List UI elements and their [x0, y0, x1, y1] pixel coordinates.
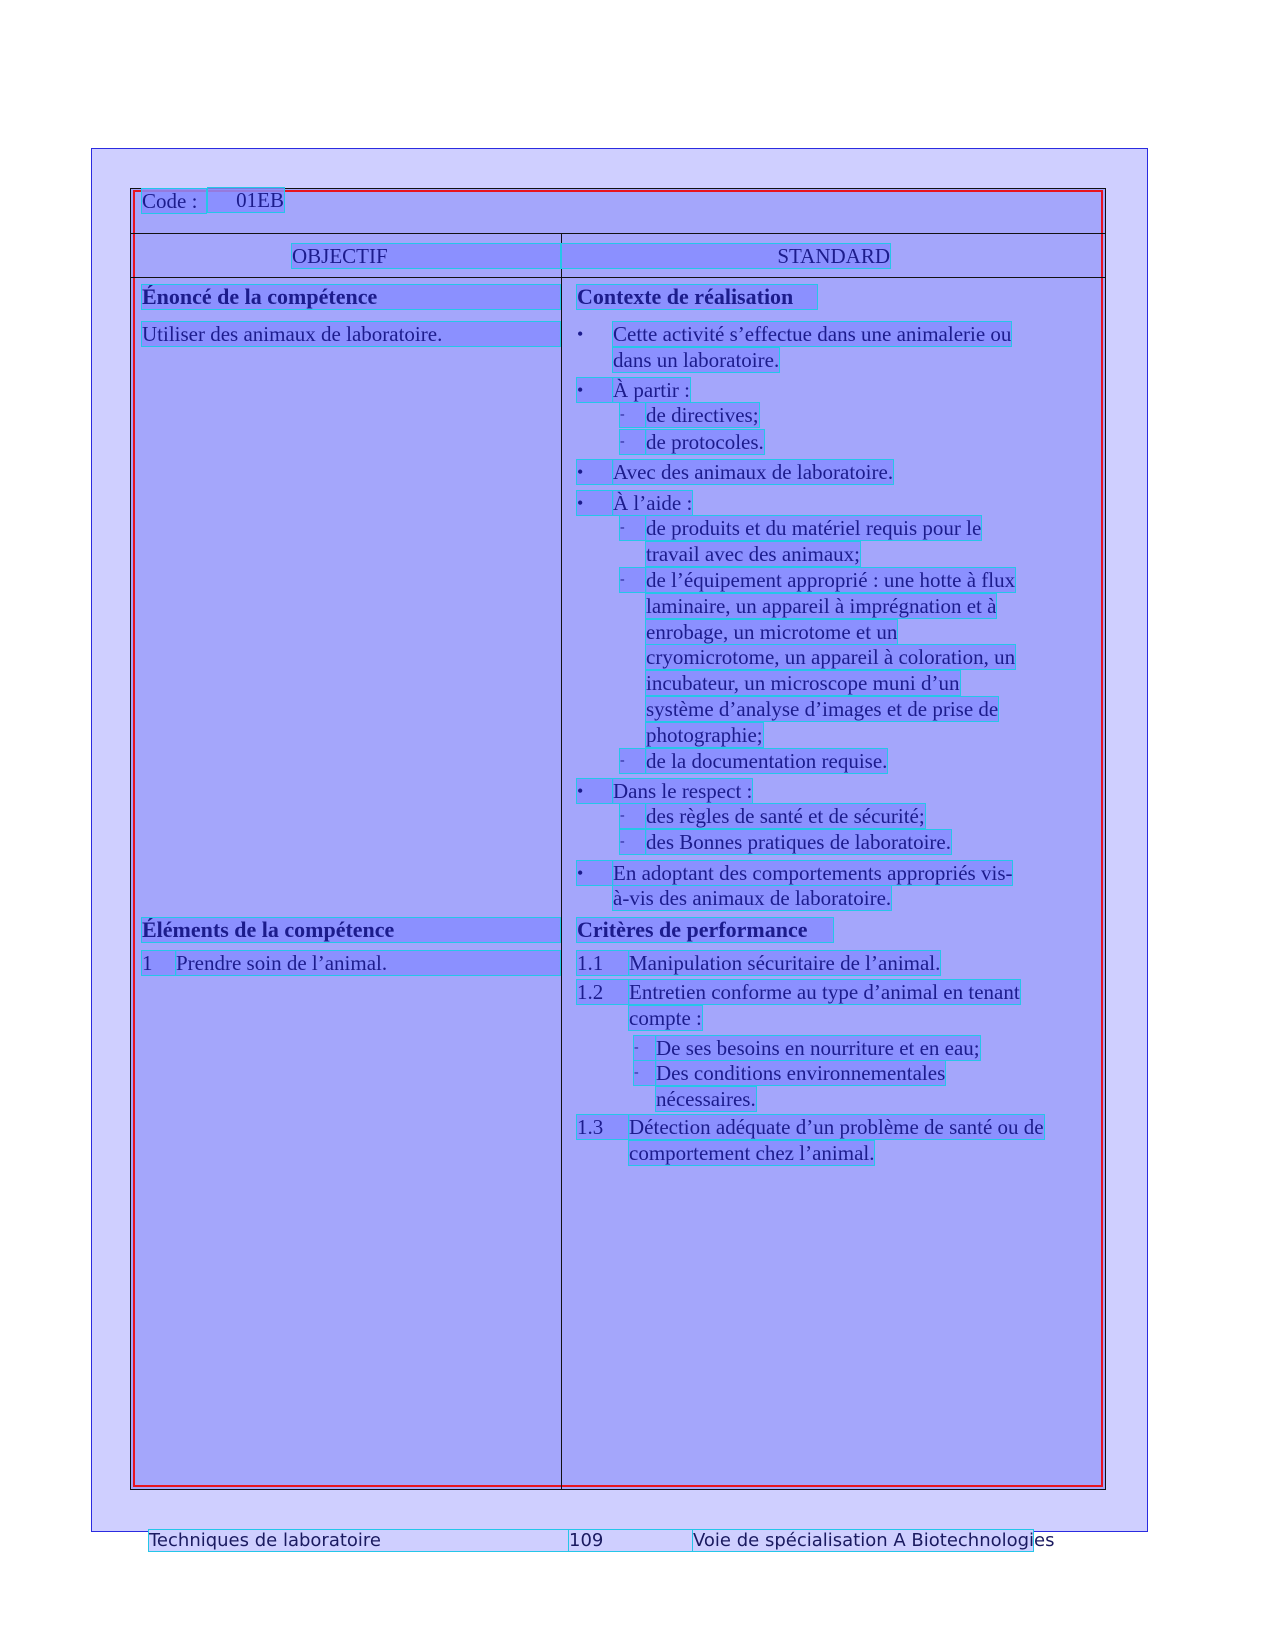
column-header-standard: STANDARD [562, 244, 890, 268]
column-divider [561, 234, 562, 1490]
critere-number: 1.1 [577, 951, 629, 975]
contexte-line: Dans le respect : [613, 779, 753, 803]
footer-page-number: 109 [569, 1530, 693, 1551]
contexte-line: enrobage, un microtome et un [646, 620, 898, 644]
criteres-heading: Critères de performance [577, 918, 833, 942]
bullet-icon: • [577, 861, 613, 885]
critere-line: nécessaires. [656, 1087, 756, 1111]
dash-icon: - [620, 830, 646, 854]
critere-number: 1.2 [577, 980, 629, 1004]
contexte-heading: Contexte de réalisation [577, 285, 817, 309]
bullet-icon: • [577, 491, 613, 515]
element-number: 1 [142, 951, 176, 975]
dash-icon: - [620, 568, 646, 592]
contexte-line: travail avec des animaux; [646, 542, 860, 566]
bullet-icon: • [577, 378, 613, 402]
contexte-line: cryomicrotome, un appareil à coloration, un [646, 645, 1016, 669]
dash-icon: - [634, 1036, 656, 1060]
critere-line: compte : [629, 1006, 702, 1030]
contexte-line: système d’analyse d’images et de prise de [646, 697, 999, 721]
critere-line: Des conditions environnementales [656, 1061, 946, 1085]
dash-icon: - [620, 403, 646, 427]
bullet-icon: • [577, 779, 613, 803]
footer-left: Techniques de laboratoire [149, 1530, 569, 1551]
contexte-line: de directives; [646, 403, 759, 427]
contexte-line: Avec des animaux de laboratoire. [613, 460, 894, 484]
bullet-icon: • [577, 324, 584, 344]
contexte-line: photographie; [646, 723, 763, 747]
bullet-icon: • [577, 460, 613, 484]
code-value: 01EB [208, 188, 284, 212]
dash-icon: - [620, 804, 646, 828]
contexte-line: de la documentation requise. [646, 749, 888, 773]
contexte-line: dans un laboratoire. [613, 348, 780, 372]
critere-line: Entretien conforme au type d’animal en tenant [629, 980, 1020, 1004]
row-divider [130, 233, 1106, 234]
critere-line: comportement chez l’animal. [629, 1141, 875, 1165]
contexte-line: de produits et du matériel requis pour le [646, 516, 982, 540]
dash-icon: - [634, 1061, 656, 1085]
element-text: Prendre soin de l’animal. [176, 951, 560, 975]
dash-icon: - [620, 430, 646, 454]
contexte-line: des Bonnes pratiques de laboratoire. [646, 830, 951, 854]
enonce-heading: Énoncé de la compétence [142, 285, 560, 309]
critere-number: 1.3 [577, 1115, 629, 1139]
contexte-line: à-vis des animaux de laboratoire. [613, 886, 892, 910]
dash-icon: - [620, 749, 646, 773]
critere-line: De ses besoins en nourriture et en eau; [656, 1036, 980, 1060]
code-label: Code : [142, 189, 206, 213]
contexte-line: de protocoles. [646, 430, 764, 454]
row-divider [130, 277, 1106, 278]
critere-line: Détection adéquate d’un problème de santé ou de [629, 1115, 1044, 1139]
contexte-line: de l’équipement approprié : une hotte à flux [646, 568, 1016, 592]
contexte-line: laminaire, un appareil à imprégnation et à [646, 594, 997, 618]
footer-right: Voie de spécialisation A Biotechnologies [693, 1530, 1055, 1551]
column-header-objectif: OBJECTIF [292, 244, 560, 268]
contexte-line: À partir : [613, 378, 690, 402]
contexte-line: incubateur, un microscope muni d’un [646, 671, 960, 695]
elements-heading: Éléments de la compétence [142, 918, 560, 942]
enonce-text: Utiliser des animaux de laboratoire. [142, 322, 560, 346]
critere-line: Manipulation sécuritaire de l’animal. [629, 951, 941, 975]
contexte-line: Cette activité s’effectue dans une animalerie ou [613, 322, 1012, 346]
contexte-line: En adoptant des comportements appropriés vis- [613, 861, 1013, 885]
contexte-line: À l’aide : [613, 491, 693, 515]
contexte-line: des règles de santé et de sécurité; [646, 804, 925, 828]
dash-icon: - [620, 516, 646, 540]
